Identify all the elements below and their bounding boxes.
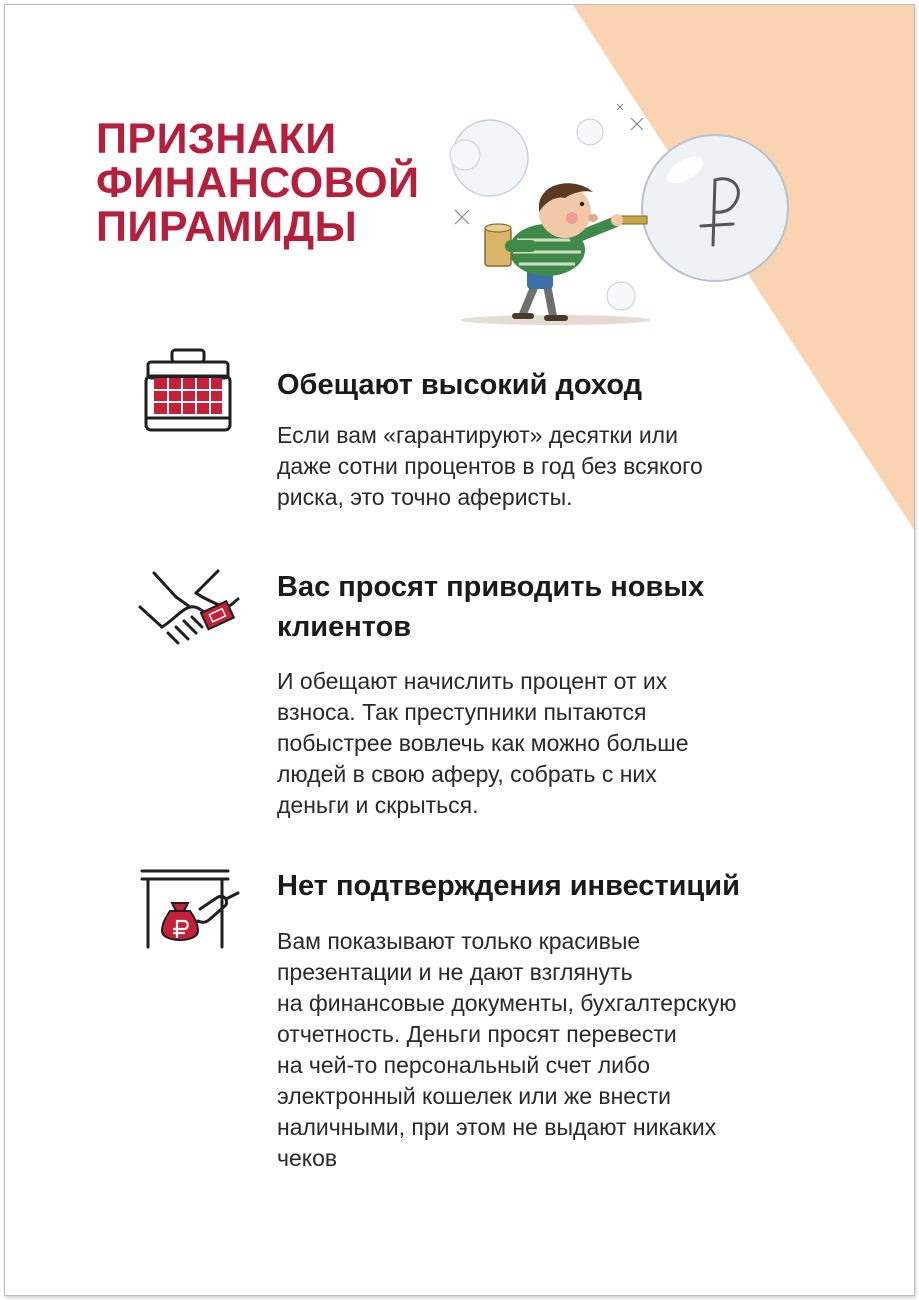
body-line: даже сотни процентов в год без всякого bbox=[277, 453, 703, 479]
section-heading bbox=[277, 866, 740, 906]
section-heading bbox=[277, 365, 642, 405]
page-title bbox=[96, 117, 420, 249]
body-line: презентации и не дают взглянуть bbox=[277, 959, 633, 985]
body-line: побыстрее вовлечь как можно больше bbox=[277, 730, 689, 756]
body-line: деньги и скрыться. bbox=[277, 792, 479, 818]
boy-blowing-bubble-illustration bbox=[435, 100, 805, 335]
section-body bbox=[277, 420, 837, 513]
body-line: отчетность. Деньги просят перевести bbox=[277, 1021, 677, 1047]
body-line: на финансовые документы, бухгалтерскую bbox=[277, 990, 737, 1016]
body-line: наличными, при этом не выдают никаких bbox=[277, 1114, 717, 1140]
heading-line: Обещают высокий доход bbox=[277, 369, 643, 401]
body-line: Вам показывают только красивые bbox=[277, 928, 641, 954]
page bbox=[4, 4, 915, 1296]
section-heading bbox=[277, 567, 704, 647]
section-body bbox=[277, 926, 837, 1174]
heading-line: Вас просят приводить новых bbox=[277, 571, 705, 603]
body-line: И обещают начислить процент от их bbox=[277, 668, 668, 694]
body-line: риска, это точно аферисты. bbox=[277, 484, 573, 510]
title-line: ПИРАМИДЫ bbox=[96, 203, 358, 251]
body-line: взноса. Так преступники пытаются bbox=[277, 699, 647, 725]
treasure-chest-icon bbox=[142, 348, 234, 438]
body-line: Если вам «гарантируют» десятки или bbox=[277, 422, 678, 448]
body-line: на чей-то персональный счет либо bbox=[277, 1052, 650, 1078]
handshake-money-icon bbox=[138, 569, 242, 653]
heading-line: Нет подтверждения инвестиций bbox=[277, 870, 740, 902]
body-line: электронный кошелек или же внести bbox=[277, 1083, 671, 1109]
section-body bbox=[277, 666, 837, 821]
body-line: людей в свою аферу, собрать с них bbox=[277, 761, 657, 787]
money-under-table-icon bbox=[140, 867, 240, 951]
title-line: ПРИЗНАКИ bbox=[96, 115, 337, 163]
title-line: ФИНАНСОВОЙ bbox=[96, 159, 420, 207]
body-line: чеков bbox=[277, 1145, 338, 1171]
heading-line: клиентов bbox=[277, 611, 412, 643]
